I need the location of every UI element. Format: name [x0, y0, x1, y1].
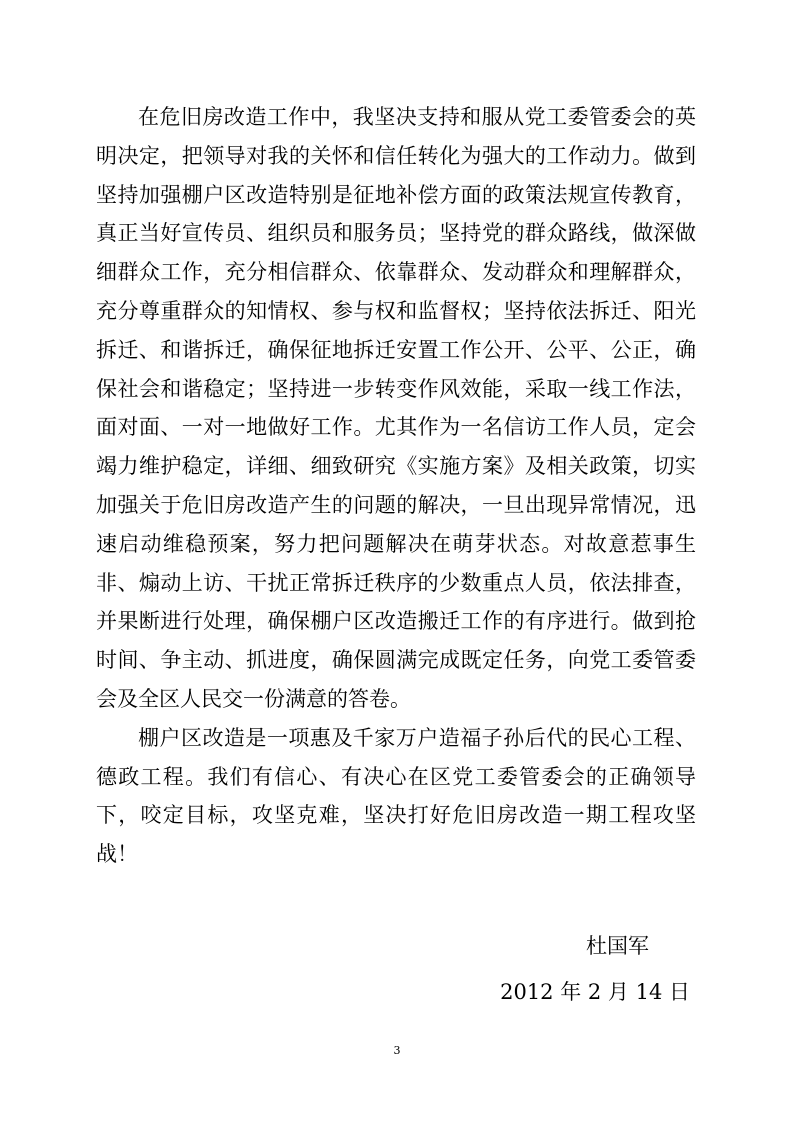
signature-name: 杜国军 — [586, 934, 649, 958]
page-number: 3 — [393, 1044, 401, 1057]
signature-date: 2012 年 2 月 14 日 — [500, 980, 690, 1004]
paragraph-2: 棚户区改造是一项惠及千家万户造福子孙后代的民心工程、德政工程。我们有信心、有决心在区党工委管委会的正确领导下，咬定目标，攻坚克难，坚决打好危旧房改造一期工程攻坚战！ — [96, 725, 696, 867]
document-body — [96, 98, 696, 874]
paragraph-1: 在危旧房改造工作中，我坚决支持和服从党工委管委会的英明决定，把领导对我的关怀和信任转化为强大的工作动力。做到坚持加强棚户区改造特别是征地补偿方面的政策法规宣传教育，真正当好宣传员、组织员和服务员；坚持党的群众路线，做深做细群众工作，充分相信群众、依靠群众、发动群众和理解群众，充分尊重群众的知情权、参与权和监督权；坚持依法拆迁、阳光拆迁、和谐拆迁，确保征地拆迁安置工作公开、公平、公正，确保社会和谐稳定；坚持进一步转变作风效能，采取一线工作法，面对面、一对一地做好工作。尤其作为一名信访工作人员，定会竭力维护稳定，详细、细致研究《实施方案》及相关政策，切实加强关于危旧房改造产生的问题的解决，一旦出现异常情况，迅速启动维稳预案，努力把问题解决在萌芽状态。对故意惹事生非、煽动上访、干扰正常拆迁秩序的少数重点人员，依法排查，并果断进行处理，确保棚户区改造搬迁工作的有序进行。做到抢时间、争主动、抓进度，确保圆满完成既定任务，向党工委管委会及全区人民交一份满意的答卷。 — [96, 105, 696, 711]
